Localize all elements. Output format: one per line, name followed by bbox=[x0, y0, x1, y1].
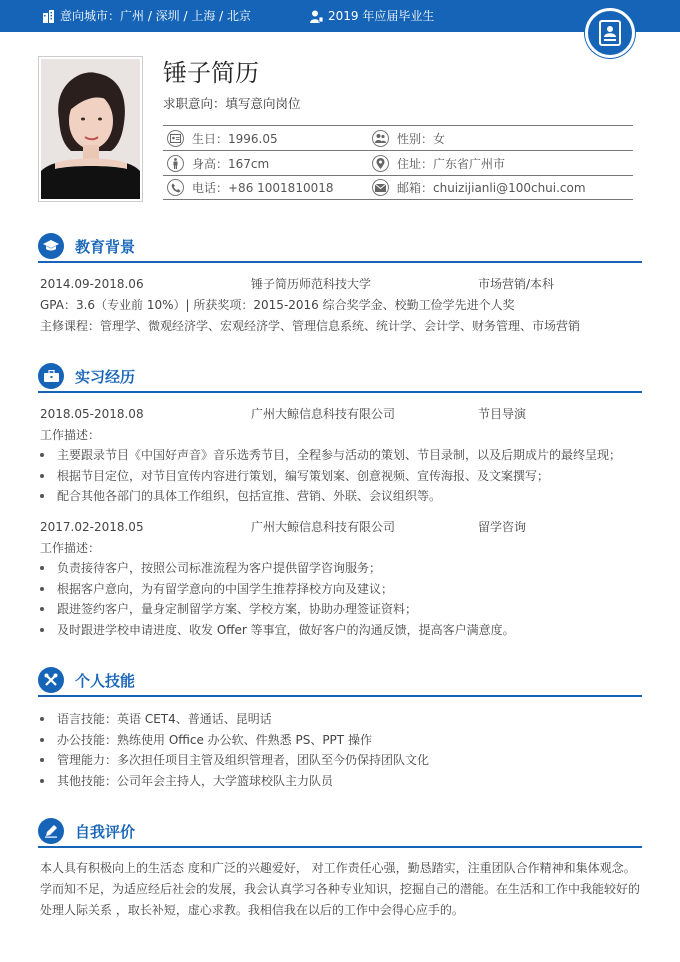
gender-text: 性别：女 bbox=[397, 131, 446, 146]
list-item: 其他技能：公司年会主持人，大学篮球校队主力队员 bbox=[40, 773, 333, 789]
email-icon bbox=[372, 179, 389, 196]
skills-section-header bbox=[38, 667, 642, 697]
briefcase-icon bbox=[38, 363, 64, 389]
education-school: 锤子简历师范科技大学 bbox=[251, 277, 372, 291]
location-pin-icon bbox=[372, 155, 389, 172]
internship-title: 实习经历 bbox=[75, 368, 136, 386]
education-major: 市场营销/本科 bbox=[478, 277, 555, 291]
info-row bbox=[163, 125, 633, 150]
list-item: 根据节目定位，对节目宣传内容进行策划，编写策划案、创意视频、宣传海报、及文案撰写； bbox=[40, 468, 549, 484]
graduate-status bbox=[310, 8, 434, 24]
list-item: 办公技能：熟练使用 Office 办公软、件熟悉 PS、PPT 操作 bbox=[40, 732, 372, 748]
job-period: 2018.05-2018.08 bbox=[40, 407, 144, 421]
birth-cell bbox=[163, 126, 368, 150]
education-section-header bbox=[38, 233, 642, 263]
id-card-icon bbox=[167, 130, 184, 147]
graduation-cap-icon bbox=[38, 233, 64, 259]
list-item: 跟进签约客户，量身定制留学方案、学校方案，协助办理签证资料； bbox=[40, 601, 417, 617]
list-item: 配合其他各部门的具体工作组织，包括宣推、营销、外联、会议组织等。 bbox=[40, 488, 441, 504]
phone-cell bbox=[163, 176, 368, 199]
list-item: 管理能力：多次担任项目主管及组织管理者，团队至今仍保持团队文化 bbox=[40, 752, 429, 768]
info-row bbox=[163, 150, 633, 175]
personal-info-table bbox=[163, 125, 633, 200]
self-eval-section-header bbox=[38, 818, 642, 848]
height-cell bbox=[163, 151, 368, 175]
email-text: 邮箱：chuizijianli@100chui.com bbox=[397, 181, 586, 195]
gender-icon bbox=[372, 130, 389, 147]
graduate-status-text: 2019 年应届毕业生 bbox=[328, 9, 435, 23]
resume-badge bbox=[585, 8, 635, 58]
job-intent: 求职意向：填写意向岗位 bbox=[163, 96, 301, 111]
internship-section-header bbox=[38, 363, 642, 393]
list-item: 主要跟录节目《中国好声音》音乐选秀节目，全程参与活动的策划、节目录制，以及后期成片的最终呈现； bbox=[40, 447, 621, 463]
job-desc-label: 工作描述： bbox=[40, 428, 101, 442]
target-city bbox=[42, 8, 251, 24]
job-role: 节目导演 bbox=[478, 407, 527, 421]
height-icon bbox=[167, 155, 184, 172]
job-company: 广州大鲸信息科技有限公司 bbox=[251, 520, 396, 534]
profile-photo bbox=[38, 56, 143, 202]
job-period: 2017.02-2018.05 bbox=[40, 520, 144, 534]
tools-icon bbox=[38, 667, 64, 693]
job-company: 广州大鲸信息科技有限公司 bbox=[251, 407, 396, 421]
city-icon bbox=[42, 10, 55, 23]
skills-title: 个人技能 bbox=[75, 672, 136, 690]
job-role: 留学咨询 bbox=[478, 520, 527, 534]
list-item: 负责接待客户，按照公司标准流程为客户提供留学咨询服务； bbox=[40, 560, 381, 576]
list-item: 及时跟进学校申请进度、收发 Offer 等事宜，做好客户的沟通反馈，提高客户满意度。 bbox=[40, 622, 515, 638]
education-gpa: GPA：3.6（专业前 10%）| 所获奖项：2015-2016 综合奖学金、校勤工俭学先进个人奖 bbox=[40, 298, 515, 312]
phone-text: 电话：+86 1001810018 bbox=[192, 181, 334, 195]
resume-doc-icon bbox=[598, 20, 622, 46]
candidate-name: 锤子简历 bbox=[163, 59, 259, 87]
top-bar bbox=[0, 0, 680, 32]
phone-icon bbox=[167, 179, 184, 196]
info-row bbox=[163, 175, 633, 200]
education-courses: 主修课程：管理学、微观经济学、宏观经济学、管理信息系统、统计学、会计学、财务管理、市场营销 bbox=[40, 319, 581, 333]
email-cell bbox=[368, 176, 633, 199]
address-cell bbox=[368, 151, 633, 175]
birth-text: 生日：1996.05 bbox=[192, 131, 278, 146]
height-text: 身高：167cm bbox=[192, 156, 270, 171]
self-eval-text: 本人具有积极向上的生活态 度和广泛的兴趣爱好， 对工作责任心强，勤恳踏实，注重团队合作精神和集体观念。学而知不足，为适应经后社会的发展，我会认真学习各种专业知识，挖掘自己的潜能。在生活和工作中我能较好的处理人际关系 ，取长补短，虚心求教。我相信我在以后的工作中会得心应手的。 bbox=[40, 861, 641, 917]
graduate-user-icon bbox=[310, 10, 323, 23]
education-title: 教育背景 bbox=[75, 238, 136, 256]
address-text: 住址：广东省广州市 bbox=[397, 156, 506, 171]
self-eval-title: 自我评价 bbox=[75, 823, 136, 841]
gender-cell bbox=[368, 126, 633, 150]
list-item: 语言技能：英语 CET4、普通话、昆明话 bbox=[40, 711, 272, 727]
education-period: 2014.09-2018.06 bbox=[40, 277, 144, 291]
target-city-text: 意向城市：广州 / 深圳 / 上海 / 北京 bbox=[60, 9, 252, 23]
job-desc-label: 工作描述： bbox=[40, 541, 101, 555]
pencil-icon bbox=[38, 818, 64, 844]
list-item: 根据客户意向，为有留学意向的中国学生推荐择校方向及建议； bbox=[40, 581, 393, 597]
